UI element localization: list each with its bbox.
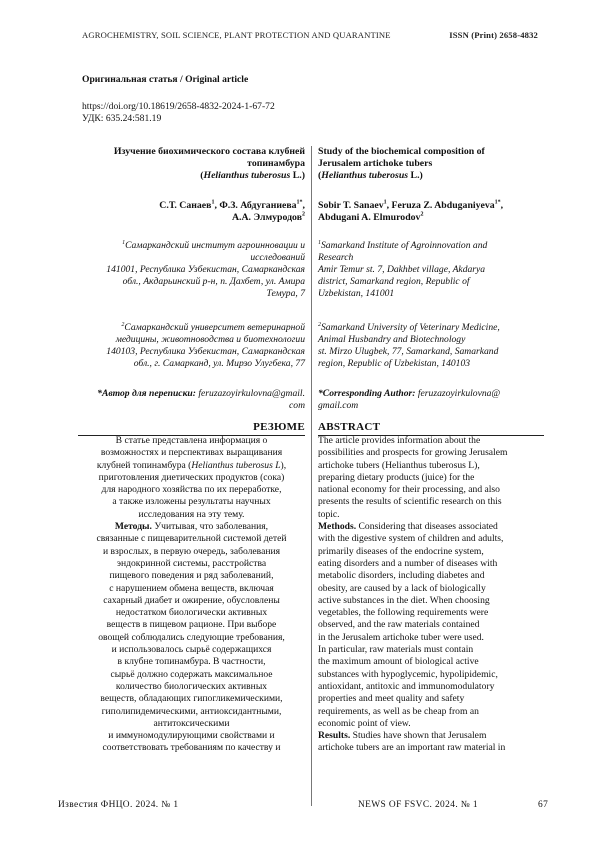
abstract-heading-en: ABSTRACT [318,421,381,433]
email-link-ru[interactable]: feruzazoyirkulovna@gmail. [195,388,305,399]
corresponding-author-en: *Corresponding Author: feruzazoyirkulovna@ gmail.com [318,388,501,411]
footer-journal-ru: Известия ФНЦО. 2024. № 1 [58,800,179,810]
udk-code: УДК: 635.24:581.19 [82,113,162,124]
affiliation-1-en: $^1$Samarkand Institute of Agroinnovation and Research Amir Temur st. 7, Dakhbet village, Akdarya district, Samarkand region, Republic of Uzbekistan, 141001 [318,239,488,299]
authors-en: Sobir T. Sanaev$^1$, Feruza Z. Abduganiyeva$^{1*}$, Abdugani A. Elmurodov$^2$ [318,199,504,223]
affiliation-2-en: $^2$Samarkand University of Veterinary Medicine, Animal Husbandry and Biotechnology st. Mirzo Ulugbek, 77, Samarkand, Samarkand region, Republic of Uzbekistan, 140103 [318,321,500,369]
title-ru: Изучение биохимического состава клубней топинамбура (Helianthus tuberosus L.) [113,146,305,181]
abstract-body-ru: В статье представлена информация о возможностях и перспективах выращивания клубней топинамбура (Helianthus tuberosus L), приготовления диетических продуктов (сока) для народного хозяйства по их переработке, а также изложены результаты научных исследования на эту тему. Методы. Учитывая, что заболевания, связанные с пищеварительной системой детей и взрослых, в первую очередь, заболевания эндокринной системы, расстройства пищевого поведения и ряд заболеваний, с нарушением обмена веществ, включая сахарный диабет и ожирение, обусловлены недостатком биологически активных веществ в пищевом рационе. При выборе овощей соблюдались следующие требования, и использовалось сырьё содержащихся в клубне топинамбура. В частности, сырьё должно содержать максимальное количество биологических активных веществ, обладающих гипогликемическими, гиполипидемическими, антиоксидантными, антитоксическими и иммуномодулирующими свойствами и соответствовать требованиям по качеству и [96,435,287,754]
authors-ru: С.Т. Санаев$^1$, Ф.З. Абдуганиева$^{1*}$, А.А. Элмуродов$^2$ [159,199,305,223]
email-link-en[interactable]: feruzazoyirkulovna@ [415,388,501,399]
affiliation-2-ru: $^2$Самаркандский университет ветеринарной медицины, животноводства и биотехнологии 140103, Республика Узбекистан, Самаркандская обл., г. Самарканд, ул. Мирзо Улугбека, 77 [106,321,305,369]
abstract-body-en: The article provides information about the possibilities and prospects for growing Jerusalem artichoke tubers (Helianthus tuberosus L), preparing dietary products (juice) for the national economy for their processing, and also presents the results of scientific research on this topic. Methods. Considering that diseases associated with the digestive system of children and adults, primarily diseases of the endocrine system, eating disorders and a number of diseases with metabolic disorders, including diabetes and obesity, are caused by a lack of biologically active substances in the diet. When choosing vegetables, the following requirements were observed, and the raw materials contained in the Jerusalem artichoke tuber were used. In particular, raw materials must contain the maximum amount of biological active substances with hypoglycemic, hypolipidemic, antioxidant, antitoxic and immunomodulatory properties and meet quality and safety requirements, as well as be cheap from an economic point of view. Results. Studies have shown that Jerusalem artichoke tubers are an important raw material in [318,435,508,754]
page-number: 67 [538,800,549,810]
doi-link[interactable]: https://doi.org/10.18619/2658-4832-2024-1-67-72 [82,101,275,112]
abstract-heading-ru: РЕЗЮМЕ [253,421,305,433]
article-type: Оригинальная статья / Original article [82,74,249,85]
column-divider [311,146,312,806]
journal-title: AGROCHEMISTRY, SOIL SCIENCE, PLANT PROTECTION AND QUARANTINE [82,30,391,40]
footer-journal-en: NEWS OF FSVC. 2024. № 1 [358,800,478,810]
title-en: Study of the biochemical composition of Jerusalem artichoke tubers (Helianthus tuberosus L.) [318,146,485,181]
corresponding-author-ru: *Автор для переписки: feruzazoyirkulovna@gmail. com [97,388,305,411]
issn: ISSN (Print) 2658-4832 [449,30,538,40]
affiliation-1-ru: $^1$Самаркандский институт агроинновации и исследований 141001, Республика Узбекистан, Самаркандская обл., Акдарьинский р-н, п. Дахбет, ул. Амира Темура, 7 [106,239,305,299]
